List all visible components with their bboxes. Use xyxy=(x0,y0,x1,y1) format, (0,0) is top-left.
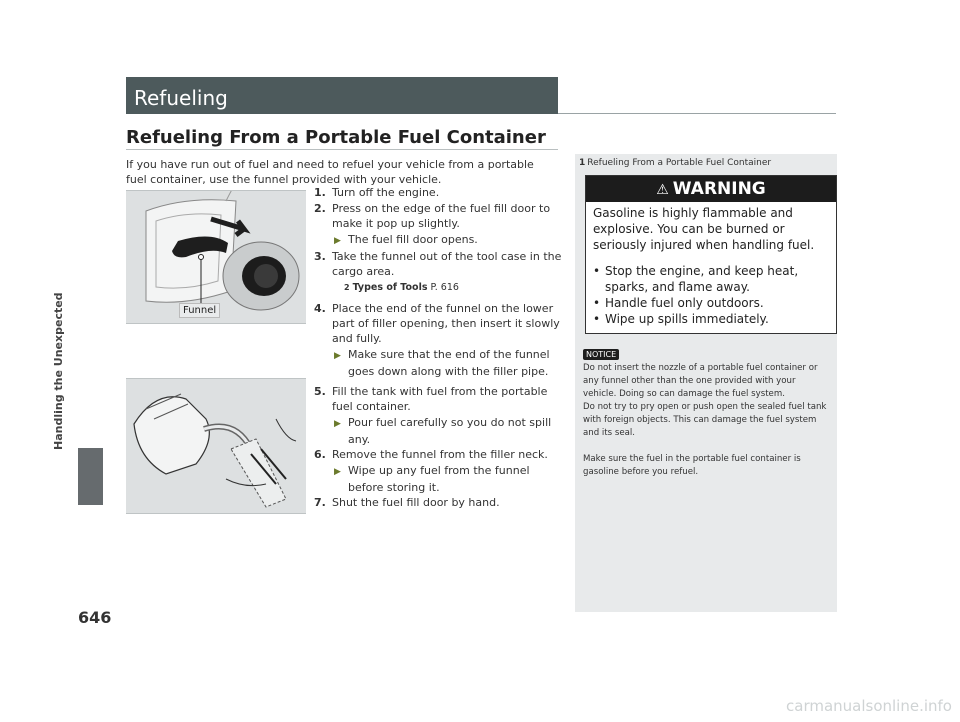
fuel-door-illustration xyxy=(126,190,306,324)
step-number: 6. xyxy=(314,448,326,461)
step-7 xyxy=(314,495,564,510)
arrow-right-icon: ▶ xyxy=(334,467,341,477)
sidebar-section-label: Handling the Unexpected xyxy=(52,292,65,450)
arrow-right-icon: ▶ xyxy=(334,419,341,429)
step-5 xyxy=(314,384,564,414)
step-text: Take the funnel out of the tool case in the cargo area. xyxy=(332,250,562,278)
warning-box xyxy=(585,175,837,334)
step-number: 5. xyxy=(314,385,326,398)
step-number: 7. xyxy=(314,496,326,509)
warning-statement: Gasoline is highly flammable and explosive. You can be burned or seriously injured when handling fuel. xyxy=(593,206,815,252)
cross-reference-link[interactable] xyxy=(314,280,564,295)
warning-body xyxy=(593,205,833,327)
notice-paragraph: Do not try to pry open or push open the sealed fuel tank with foreign objects. This can damage the fuel system and its seal. xyxy=(583,402,827,438)
notice-paragraph: Do not insert the nozzle of a portable fuel container or any funnel other than the one provided with your vehicle. Doing so can damage the fuel system. xyxy=(583,363,818,399)
funnel-insertion-illustration xyxy=(126,378,306,514)
page-number: 646 xyxy=(78,608,112,627)
reference-marker: 1 xyxy=(579,158,586,168)
reference-page: P. 616 xyxy=(430,282,459,293)
step-1 xyxy=(314,185,564,200)
funnel-callout-label: Funnel xyxy=(179,303,220,318)
step-text: Fill the tank with fuel from the portable fuel container. xyxy=(332,385,548,413)
result-text: Make sure that the end of the funnel goes down along with the filler pipe. xyxy=(348,348,550,378)
step-2 xyxy=(314,201,564,231)
side-notes-heading xyxy=(579,158,771,168)
reference-icon: 2 xyxy=(344,283,350,292)
step-2-result xyxy=(314,232,564,249)
step-list xyxy=(314,185,564,511)
step-4 xyxy=(314,301,564,346)
step-6-result xyxy=(314,463,564,495)
notice-body xyxy=(583,362,831,479)
step-text: Press on the edge of the fuel fill door to make it pop up slightly. xyxy=(332,202,551,230)
section-heading: Refueling From a Portable Fuel Container xyxy=(126,127,546,148)
step-number: 4. xyxy=(314,302,326,315)
step-text: Place the end of the funnel on the lower part of filler opening, then insert it slowly and fully. xyxy=(332,302,560,345)
result-text: The fuel fill door opens. xyxy=(348,233,478,246)
step-4-result xyxy=(314,347,564,379)
warning-item: • Handle fuel only outdoors. xyxy=(593,295,833,311)
step-number: 3. xyxy=(314,250,326,263)
chapter-thumb-tab xyxy=(78,448,103,505)
step-6 xyxy=(314,447,564,462)
result-text: Pour fuel carefully so you do not spill any. xyxy=(348,416,552,446)
intro-paragraph: If you have run out of fuel and need to refuel your vehicle from a portable fuel container, use the funnel provided with your vehicle. xyxy=(126,158,534,186)
step-text: Turn off the engine. xyxy=(332,186,440,199)
page-title: Refueling xyxy=(134,86,228,110)
warning-item: • Wipe up spills immediately. xyxy=(593,311,833,327)
result-text: Wipe up any fuel from the funnel before storing it. xyxy=(348,464,530,494)
step-number: 2. xyxy=(314,202,326,215)
title-bar-rule xyxy=(558,113,836,114)
step-3 xyxy=(314,249,564,279)
arrow-right-icon: ▶ xyxy=(334,236,341,246)
warning-title: WARNING xyxy=(672,179,766,199)
site-watermark: carmanualsonline.info xyxy=(786,697,952,715)
funnel-insertion-drawing xyxy=(126,379,306,513)
step-number: 1. xyxy=(314,186,326,199)
step-text: Shut the fuel fill door by hand. xyxy=(332,496,500,509)
reference-label: Types of Tools xyxy=(352,282,428,293)
step-text: Remove the funnel from the filler neck. xyxy=(332,448,548,461)
warning-triangle-icon: ⚠ xyxy=(656,182,669,198)
arrow-right-icon: ▶ xyxy=(334,351,341,361)
warning-header xyxy=(586,176,836,202)
heading-divider xyxy=(126,149,558,150)
notice-badge: NOTICE xyxy=(583,349,619,360)
notice-paragraph: Make sure the fuel in the portable fuel container is gasoline before you refuel. xyxy=(583,454,801,477)
warning-item: • Stop the engine, and keep heat, sparks, and flame away. xyxy=(593,263,833,295)
side-heading-text: Refueling From a Portable Fuel Container xyxy=(587,158,772,168)
warning-list xyxy=(593,263,833,327)
step-5-result xyxy=(314,415,564,447)
